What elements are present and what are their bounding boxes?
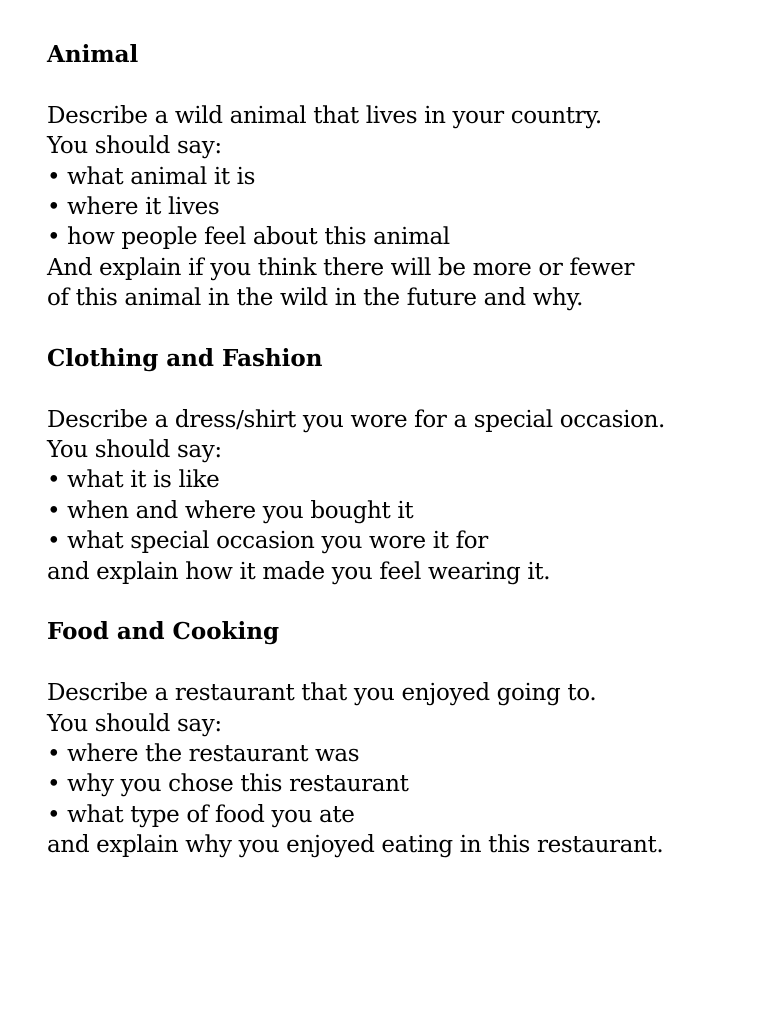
prompt-line: Describe a restaurant that you enjoyed going to.: [47, 680, 597, 707]
prompt-line: You should say:: [47, 710, 222, 737]
bullet-item: • what it is like: [47, 467, 220, 494]
bullet-item: • when and where you bought it: [47, 497, 414, 524]
bullet-item: • what type of food you ate: [47, 801, 355, 828]
bullet-item: • what special occasion you wore it for: [47, 528, 488, 555]
bullet-item: • what animal it is: [47, 163, 256, 190]
bullet-item: • why you chose this restaurant: [47, 771, 409, 798]
section-heading: Food and Cooking: [47, 618, 280, 646]
prompt-line: You should say:: [47, 437, 222, 464]
prompt-line: Describe a dress/shirt you wore for a special occasion.: [47, 406, 666, 433]
section-heading: Clothing and Fashion: [47, 344, 323, 372]
section-heading: Animal: [47, 41, 139, 68]
prompt-line: and explain how it made you feel wearing it.: [47, 558, 551, 585]
bullet-item: • how people feel about this animal: [47, 224, 450, 251]
section-clothing-and-fashion: [47, 344, 759, 587]
document-page: [47, 40, 759, 861]
prompt-line: of this animal in the wild in the future and why.: [47, 285, 584, 312]
prompt-line: You should say:: [47, 133, 222, 160]
section-animal: [47, 40, 759, 314]
bullet-item: • where it lives: [47, 193, 220, 220]
prompt-line: and explain why you enjoyed eating in this restaurant.: [47, 832, 664, 859]
prompt-line: Describe a wild animal that lives in your country.: [47, 102, 602, 129]
prompt-line: And explain if you think there will be more or fewer: [47, 254, 635, 281]
bullet-item: • where the restaurant was: [47, 740, 360, 767]
section-food-and-cooking: [47, 617, 759, 860]
